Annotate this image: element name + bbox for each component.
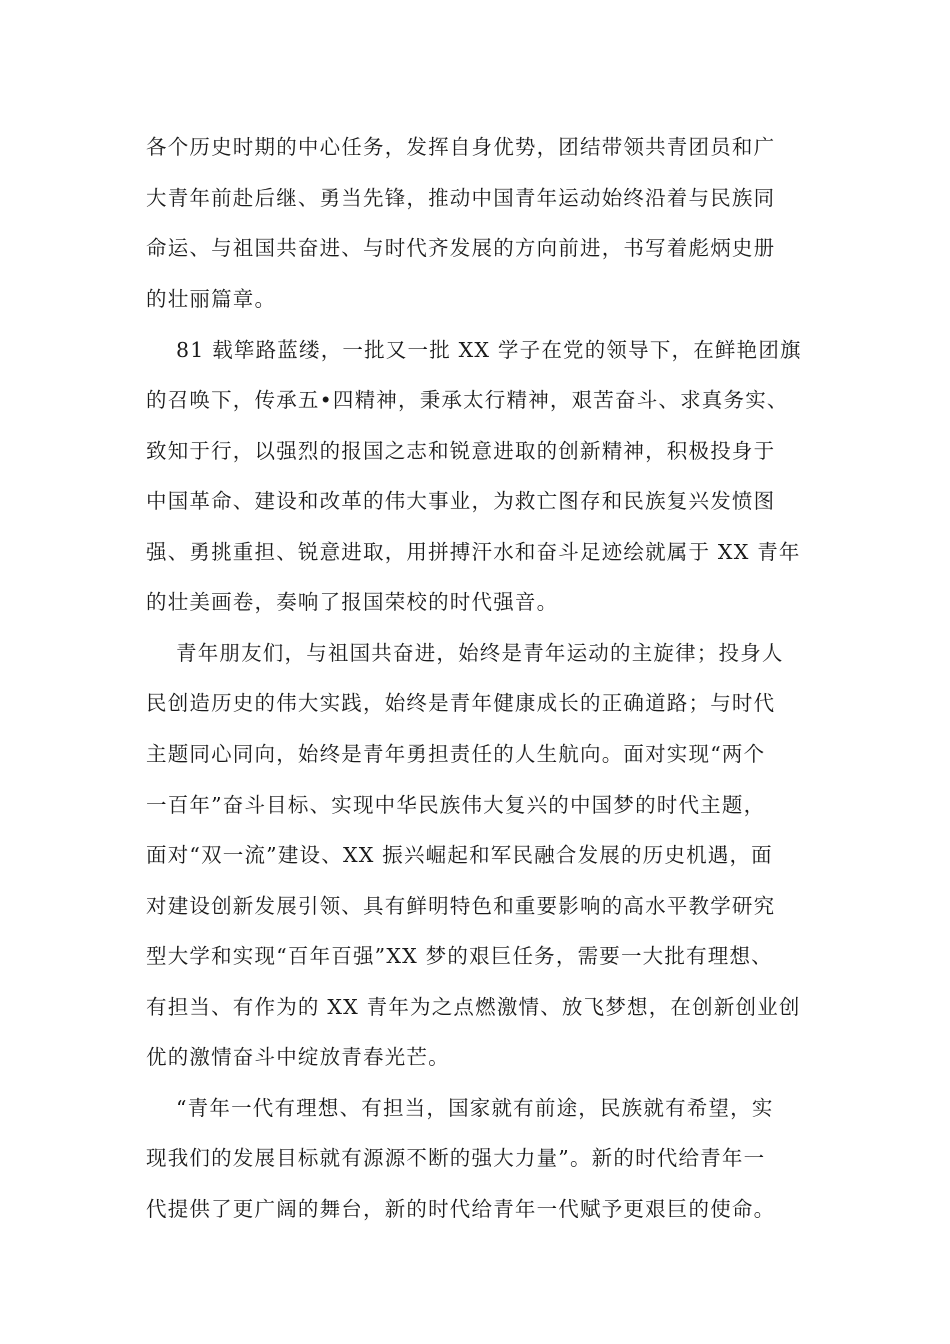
paragraph-first-line: “青年一代有理想、有担当，国家就有前途，民族就有希望，实 (176, 1096, 774, 1120)
text-line: 主题同心同向，始终是青年勇担责任的人生航向。面对实现“两个 (146, 742, 766, 766)
text-line: 的召唤下，传承五•四精神，秉承太行精神，艰苦奋斗、求真务实、 (146, 388, 789, 412)
text-line: 代提供了更广阔的舞台，新的时代给青年一代赋予更艰巨的使命。 (146, 1197, 776, 1221)
text-line: 面对“双一流”建设、XX 振兴崛起和军民融合发展的历史机遇，面 (146, 843, 773, 867)
text-line: 的壮美画卷，奏响了报国荣校的时代强音。 (146, 590, 559, 614)
text-line: 的壮丽篇章。 (146, 287, 277, 311)
text-line: 有担当、有作为的 XX 青年为之点燃激情、放飞梦想，在创新创业创 (146, 995, 801, 1019)
paragraph-first-line: 青年朋友们，与祖国共奋进，始终是青年运动的主旋律；投身人 (176, 641, 784, 665)
paragraph-first-line: 81 载筚路蓝缕，一批又一批 XX 学子在党的领导下，在鲜艳团旗 (176, 338, 802, 362)
text-line: 强、勇挑重担、锐意进取，用拼搏汗水和奋斗足迹绘就属于 XX 青年 (146, 540, 801, 564)
text-line: 对建设创新发展引领、具有鲜明特色和重要影响的高水平教学研究 (146, 894, 776, 918)
text-line: 致知于行，以强烈的报国之志和锐意进取的创新精神，积极投身于 (146, 439, 776, 463)
text-line: 一百年”奋斗目标、实现中华民族伟大复兴的中国梦的时代主题， (146, 793, 766, 817)
text-line: 大青年前赴后继、勇当先锋，推动中国青年运动始终沿着与民族同 (146, 186, 776, 210)
text-line: 中国革命、建设和改革的伟大事业，为救亡图存和民族复兴发愤图 (146, 489, 776, 513)
text-line: 命运、与祖国共奋进、与时代齐发展的方向前进，书写着彪炳史册 (146, 236, 776, 260)
text-line: 优的激情奋斗中绽放青春光芒。 (146, 1045, 450, 1069)
text-line: 民创造历史的伟大实践，始终是青年健康成长的正确道路；与时代 (146, 691, 776, 715)
text-line: 现我们的发展目标就有源源不断的强大力量”。新的时代给青年一 (146, 1146, 766, 1170)
text-line: 型大学和实现“百年百强”XX 梦的艰巨任务，需要一大批有理想、 (146, 944, 773, 968)
text-line: 各个历史时期的中心任务，发挥自身优势，团结带领共青团员和广 (146, 135, 776, 159)
